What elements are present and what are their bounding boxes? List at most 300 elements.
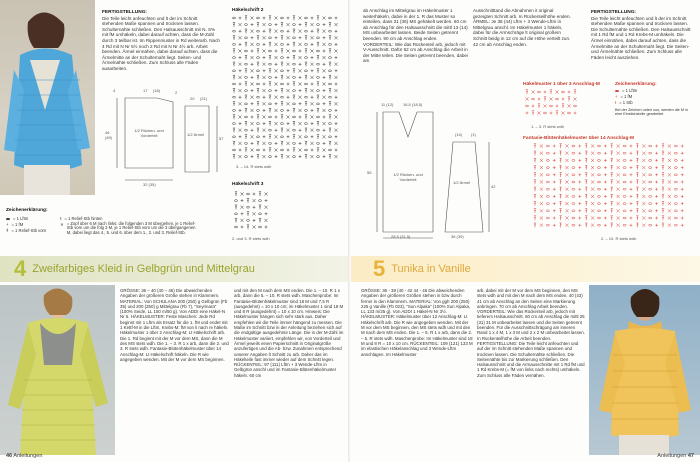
chart2-symbol [251, 116, 254, 119]
r-chart2-symbol [534, 173, 536, 177]
r-chart2-symbol [597, 167, 600, 169]
r-chart2-symbol [585, 158, 587, 162]
chart2-symbol [286, 76, 289, 79]
chart2-symbol [328, 149, 331, 151]
r-chart2-symbol [649, 167, 652, 169]
r-chart2-symbol [668, 152, 671, 155]
r-chart2-symbol [534, 223, 536, 227]
chart2-symbol [268, 77, 271, 79]
chart2-symbol [322, 122, 325, 125]
chart3-symbol [247, 198, 249, 202]
chart3-symbol [252, 225, 255, 228]
r-chart2-symbol [617, 159, 620, 162]
chart2-symbol [281, 141, 283, 145]
chart2-symbol [317, 69, 319, 73]
r-chart1-symbol [568, 97, 570, 101]
chart2-symbol [304, 83, 307, 85]
chart2-symbol [323, 129, 326, 132]
right-col-left-text: ab Anschlag im Mittelgrau im Häkelmuster 1 weiterhäkeln, dabei in der 1. R das Muster so einteilen, dass 31 (36) MS gehäkelt werden. 60 cm ab Anschlag für den Halsausschnitt die mittl 13 (14) MS unbearbeitet lassen. Beide Seiten getrennt beenden. 90 cm ab Anschlag enden. VORDERTEIL: Wie das Rückenteil arb, jedoch mit V-Ausschnitt. Dafür 62 cm ab Anschlag die Arbeit in der Mitte teilen. Die Seiten getrennt beenden, dabei am [363, 8, 468, 64]
chart2-symbol [257, 128, 259, 132]
r-chart2-symbols [531, 142, 691, 234]
r-chart2-symbol [668, 144, 671, 147]
chart2-symbol [323, 89, 326, 92]
chart2-symbol [274, 56, 277, 59]
chart2-symbol [245, 69, 247, 73]
chart2-symbol [334, 142, 337, 145]
chart2-symbol [299, 155, 302, 158]
r-chart2-symbol [674, 210, 677, 212]
r-chart2-symbol [642, 195, 645, 198]
chart2-symbol [232, 44, 235, 46]
chart2-symbol [245, 135, 247, 139]
single-crochet-icon: + [615, 93, 618, 99]
chart2-symbol [323, 116, 326, 119]
r-chart2-symbol [578, 181, 581, 184]
r-chart2-symbol [642, 144, 645, 147]
chart2-symbol [245, 121, 247, 125]
r-chart2-symbol [591, 224, 594, 227]
r-chart2-symbol [636, 144, 638, 148]
r-chart2-symbol [572, 181, 575, 183]
chart2-symbol [262, 155, 265, 158]
r-chart2-symbol [534, 158, 536, 162]
r-chart2-symbol [681, 159, 684, 162]
chart2-symbol [281, 128, 283, 132]
r-chart2-symbol [597, 174, 600, 176]
chart2-symbol [328, 70, 331, 72]
r-chart2-symbol [662, 173, 664, 177]
legend-item-2-label: = 1 fM [11, 221, 24, 227]
schematic-label-11: 2 [175, 90, 178, 95]
chart2-symbol [311, 17, 314, 20]
r-chart2-symbol [681, 217, 684, 220]
r-chart2-symbol [674, 224, 677, 226]
r-chart2-symbol [585, 173, 587, 177]
r-chart2-symbol [553, 166, 556, 169]
legend-item-4-label: = 1 Relief-Stb hinten [64, 215, 103, 221]
chart2-symbol [232, 136, 235, 138]
r-chart2-symbol [642, 188, 645, 191]
r-chart2-symbol [559, 216, 561, 220]
chart2-symbol [287, 109, 290, 112]
chart2-symbol [305, 102, 307, 106]
chart2-symbol [244, 103, 247, 105]
chart2-symbol [274, 135, 277, 138]
r-chart2-symbol [642, 166, 645, 169]
chart2-symbol [280, 123, 283, 125]
chart2-symbol [245, 29, 247, 33]
r-chart2-symbol [611, 151, 613, 155]
r-chart1-symbol [531, 90, 534, 93]
r-chart2-symbol [662, 165, 664, 169]
chart2-symbol [275, 63, 278, 66]
chart2-symbol [311, 56, 314, 59]
chart2-symbol [280, 30, 283, 32]
chart2-symbol [287, 56, 290, 59]
chart2-symbol [275, 155, 278, 158]
r-chart2-symbol [642, 159, 645, 162]
legend-item-5 [60, 222, 200, 236]
r-chart2-symbol [565, 180, 568, 183]
r-chart2-symbol [546, 167, 549, 169]
left-body-col1: GRÖSSE: 36 – 40 (40 – 46) Die abweichenden Angaben der größeren Größe stehen in Klammern. MATERIAL: Von SCHULANA 200 (250) g Gelbgrün (Fb 35) und 200 (250) g Mittelgrau (Fb 7), "Seyrinara" (100% Seide, LL 150 m/50 g). Von ADDI eine Häkel-N Nr 6. HÄKELMUSTER: Feste Maschen: Jede Rd beginnt mit 1 Lftm als Ersatz für die 1. fM und endet mit 1 Kettf-M in die Lftm. Krebs-M: fM von li nach re häkeln. Häkelmuster 1 über 2 Anschlag-M: Lt Häkelschrift arb. Die 1. Rd beginnt mit der M vor dem MS, dann die M des MS stets wdh. Die 1. – 3. R 1 x arb, dann die 2. und 3. R stets wdh. Fantasie-Blütenhäkelmuster über 14 Anschlag-M: Lt Häkelschrift häkeln. Die R wie angegeben wenden. Mit der M vor dem MS beginnen. [120, 288, 229, 362]
chart2-symbol [286, 129, 289, 132]
chart2-symbol [299, 142, 302, 145]
r-chart2-symbol [668, 159, 671, 162]
r-chart1-symbol [543, 104, 546, 107]
chart2-symbol [329, 128, 331, 132]
chart2-symbol [310, 23, 313, 26]
chart2-symbol [286, 49, 289, 52]
r-chart2-symbol [636, 216, 638, 220]
chart2-symbol [250, 148, 253, 151]
chart2-symbol [269, 69, 271, 73]
left-body-col2: und mit den M nach dem MS enden. Die 1. – 10. R 1 x arb, dann die 5. – 10. R stets wdh. Maschenprobe: Im Fantasie-Blütenhäkelmuster sind 18 M und 7,5 R (ausgedehnt) = 10 x 10 cm; im Häkelmuster 1 sind 18 M und 8 R (ausgedehnt) = 10 x 10 cm. Hinweis: Die Häkelmuster hängen sich sehr stark aus. Daher empfehlen wir die Teile immer hängend zu messen. Die Maße im Schnitt bzw in der Anleitung beziehen sich auf die endgültige ausgedehnte Länge. Die in der M-Zahl im Häkelmuster variiert, empfehlen wir, von Vorderteil und Ärmel jeweils einen Papierschnitt in Originalgröße anzufertigen und die Ab- bzw. Zunahmen entsprechend unserer Angaben lt Schnitt zu arb. Daher das im Häkelteile fast immer wieder auf dem Schnitt legen. RÜCKENTEIL: 97 (111) Lftm + 3 Wende-Lftm in Gelbgrün anschl und im Fantasie-Blütenhäkelmuster häkeln. 60 cm [234, 288, 344, 378]
chart2-symbol [328, 110, 331, 112]
r-chart2-symbol [681, 152, 684, 155]
r-chart2-symbol [578, 202, 581, 205]
chart2-symbol [281, 154, 283, 158]
chart2-symbol [293, 148, 295, 152]
r-chart2-symbol [611, 223, 613, 227]
r-chart2-symbol [540, 144, 543, 147]
chart2-symbol [233, 36, 235, 40]
chart2-symbol [328, 123, 331, 125]
r-chart2-symbol [681, 224, 684, 227]
folio-right-text: Anleitungen [657, 453, 687, 459]
chart2-symbol [334, 89, 337, 92]
chart2-symbol [239, 17, 242, 20]
r-chart1-title: Häkelmuster 1 über 3 Anschlag-M [523, 82, 600, 87]
r-chart2-symbol [681, 145, 684, 148]
relief-front-icon: ǂ [6, 227, 9, 233]
chart2-symbol [269, 95, 271, 99]
chart2-symbol [287, 43, 290, 46]
r-chart2-symbol [642, 209, 645, 212]
schematic-label-8: 32 (35) [143, 182, 156, 187]
chart2-symbol [262, 89, 265, 92]
chart2-symbol [305, 128, 307, 132]
chart2-symbol [329, 49, 331, 53]
chart2-symbol [298, 69, 301, 72]
r-chart2-symbol [655, 173, 658, 176]
r-chart1-symbol [561, 91, 564, 93]
r-chart1-symbol [556, 111, 558, 115]
r-chart2-symbol [534, 216, 536, 220]
chart2-symbol [329, 36, 331, 40]
legend-left-heading: Zeichenerklärung: [6, 208, 48, 213]
r-schematic-label-8: 36 (39) [451, 234, 464, 239]
chart2-symbol [232, 57, 235, 59]
r-chart2-symbol [597, 181, 600, 183]
r-chart2-symbol [591, 159, 594, 162]
chart2-symbol [238, 76, 241, 79]
chart2-symbol [298, 96, 301, 99]
chart3-title: Häkelschrift 3 [232, 182, 264, 187]
chart2-symbol [298, 109, 301, 112]
chart2-symbol [323, 63, 326, 66]
fertigstellung-text: Die Teile leicht anfeuchten und lt der im Schnitt stehenden Maße spannen und trocknen lassen. Schulternähte schließen. Den Halsausschnitt mit N. S% mit fM umhäkeln, dabei darauf achten, dass die M-Zahl durch 3 teilbar ist. Im Rippenmuster in Rd weiterarb. Nach 4 Rd mit N Nr 5½ noch 2 Rd mit N Nr 4½ arb. Arbeit beenden. Ärmel einnähen, dabei darauf achten, dass die Ärmelmitte an der Schulternaht liegt. Seiten- und Ärmelnähte schließen. Zum Schluss alle Fäden ausarbeiten. [102, 15, 220, 71]
r-chart2-symbol [572, 217, 575, 219]
chart2-symbol [251, 50, 254, 53]
chart2-symbol [299, 89, 302, 92]
chart2-symbol [323, 155, 326, 158]
r-chart2-symbol [617, 173, 620, 176]
r-chart2-symbol [553, 159, 556, 162]
chart2-symbol [323, 23, 326, 26]
r-chart2-symbol [540, 209, 543, 212]
chart3-symbol [235, 192, 237, 196]
r-chart2-symbol [578, 152, 581, 155]
r-chart2-symbol [617, 195, 620, 198]
r-chart2-symbol [681, 195, 684, 198]
schematic-label-6: 1/2 Ärmel [187, 132, 205, 137]
r-chart2-title: Fantasie-Blütenhäkelmuster über 14 Anschlag-M [523, 136, 634, 141]
schematic-drawing [105, 88, 230, 198]
r-chart1-symbol [525, 97, 528, 100]
chart2-symbol [232, 83, 235, 85]
chart2-symbol [292, 24, 295, 26]
r-chart2-symbol [655, 224, 658, 227]
r-chart1-symbol [573, 105, 576, 107]
r-chart2-symbol [617, 216, 620, 219]
r-chart1-symbol [562, 104, 564, 108]
r-chart2-symbol [572, 160, 575, 162]
crochet-chart-2 [230, 14, 345, 164]
r-chart2-symbol [553, 145, 556, 148]
chart2-symbol [262, 102, 265, 105]
r-fertigstellung-heading: FERTIGSTELLUNG: [591, 10, 637, 15]
section-5-number: 5 [373, 256, 386, 281]
chart2-symbol [263, 69, 266, 72]
r-chart2-symbol [668, 188, 671, 191]
chart2-symbol [275, 50, 278, 53]
chart2-symbol [262, 63, 265, 66]
chart2-symbol [233, 141, 235, 145]
r-chart2-symbol [630, 202, 633, 205]
chart2-symbol [310, 76, 313, 79]
chart2-symbol [250, 135, 253, 138]
r-chart2-symbol [649, 203, 652, 205]
r-chart2-symbol [546, 152, 549, 154]
chart2-symbol [268, 129, 271, 131]
r-chart2-symbol [565, 209, 568, 212]
r-chart2-symbol [655, 195, 658, 198]
chart2-symbol [305, 141, 307, 145]
r-schematic-label-10: 42 [491, 184, 496, 189]
chart2-symbol [317, 55, 319, 59]
chart2-symbol [233, 49, 235, 53]
chart2-symbol [238, 155, 241, 158]
chart3-symbol [252, 212, 255, 215]
r-chart2-symbol [597, 196, 600, 198]
folio-left-text: Anleitungen [13, 453, 43, 459]
chart2-symbol [245, 42, 247, 46]
r-chart2-symbol [681, 181, 684, 184]
r-chart2-symbol [534, 201, 536, 205]
legend-right [615, 80, 695, 117]
chart2-symbol [238, 36, 241, 39]
chart3-symbol [241, 212, 244, 215]
schematic-label-7: 46 (49) [105, 130, 113, 140]
schematic-label-1: 17 [143, 88, 148, 93]
chart2-symbol [250, 96, 253, 99]
chart2-symbol [232, 123, 235, 125]
chart2-symbol [239, 109, 242, 112]
r-chart2-symbol [553, 209, 556, 212]
chart2-symbol [232, 70, 235, 72]
r-chart1-symbol [537, 111, 540, 114]
chart2-symbol [245, 108, 247, 112]
r-chart2-symbol [649, 188, 652, 190]
r-chart2-symbol [534, 144, 536, 148]
chart2-symbol [323, 142, 326, 145]
chart2-symbol [233, 22, 235, 26]
r-chart2-symbol [604, 166, 607, 169]
chart2-symbol [232, 30, 235, 32]
chart2-symbol [334, 129, 337, 132]
r-chart2-symbol [585, 165, 587, 169]
chart2-symbol [269, 55, 271, 59]
r-chart2-symbol [597, 217, 600, 219]
r-chart2-symbol [611, 216, 613, 220]
r-chart2-symbol [611, 194, 613, 198]
chart2-symbol [256, 83, 259, 85]
r-chart2-symbol [674, 160, 677, 162]
chart2-symbol [292, 37, 295, 39]
chart2-symbol [311, 122, 314, 125]
chart2-symbol [257, 141, 259, 145]
chart2-symbol [239, 149, 242, 152]
r-chart2-symbol [611, 201, 613, 205]
chart2-symbol [286, 89, 289, 92]
r-chart1-symbol [555, 98, 558, 100]
chart3-symbol [259, 192, 261, 196]
chart2-symbol [305, 49, 307, 53]
chart2-symbol [238, 129, 241, 132]
r-chart2-symbol [559, 201, 561, 205]
r-chart2-symbol [534, 165, 536, 169]
r-chart2-symbol [630, 173, 633, 176]
r-chart2-symbol [572, 145, 575, 147]
r-chart2-symbol [597, 210, 600, 212]
fertigstellung-heading: FERTIGSTELLUNG: [102, 10, 148, 15]
right-schematic [363, 92, 513, 242]
chart2-symbol [287, 96, 290, 99]
legend-item-5-label: = Zopf über 6 M nach links: die folgenden 3 M übergehen, je 1 Relief-Stb vorn um die folg 3 M, je 1 Relief-Stb vorn um die 3 übergangenen M, dabei liegt das 4., 5. und 6. über dem 1., 2. und 3. Relief-Stb. [66, 220, 196, 236]
chart3-symbol [240, 206, 243, 209]
chart2-symbol [317, 16, 319, 20]
r-chart2-symbol [623, 160, 626, 162]
r-chart2-symbol [611, 180, 613, 184]
chart2-symbol [292, 116, 295, 118]
r-chart2-symbol [655, 145, 658, 148]
chart3-symbol [240, 192, 243, 195]
chart2-symbol [317, 42, 319, 46]
r-chart2-symbol [636, 180, 638, 184]
chart2-symbol [256, 70, 259, 72]
r-chart2-symbol [668, 209, 671, 212]
chart2-symbol [244, 129, 247, 131]
r-chart2-symbol [565, 216, 568, 219]
chart2-symbol [251, 89, 254, 92]
r-chart1-symbol [550, 90, 552, 94]
r-chart1-note: 1. – 3. R stets wdh [531, 124, 565, 129]
chart2-symbol [239, 30, 242, 33]
chart2-symbol [317, 82, 319, 86]
r-chart2-symbol [585, 144, 587, 148]
r-chart2-symbol [611, 173, 613, 177]
legend-left [6, 206, 236, 236]
r-crochet-chart-2 [531, 142, 691, 234]
chart2-symbol [316, 24, 319, 26]
chart2-symbol [334, 49, 337, 52]
chart2-symbol [275, 116, 278, 119]
r-chart2-symbol [540, 188, 543, 191]
r-chart1-symbol [574, 112, 577, 115]
chart2-symbol [299, 36, 302, 39]
r-chart1-symbol [573, 97, 576, 100]
chart2-symbol [305, 115, 307, 119]
r-chart2-symbol [617, 144, 620, 147]
r-chart2-symbol [559, 158, 561, 162]
r-chart2-symbol [649, 160, 652, 162]
chart2-symbol [244, 24, 247, 26]
r-chart2-symbol [553, 152, 556, 155]
r-chart2-symbol [553, 181, 556, 184]
r-chart2-symbol [559, 144, 561, 148]
r-chart2-symbol [674, 174, 677, 176]
chart2-symbol [316, 37, 319, 39]
r-chart2-symbol [681, 202, 684, 205]
r-chart2-symbol [611, 144, 613, 148]
chart2-symbol [329, 22, 331, 26]
chart2-symbol [275, 23, 278, 26]
r-chart2-symbol [674, 196, 677, 198]
r-chart2-symbol [681, 173, 684, 176]
r-chart2-symbol [591, 166, 594, 169]
r-chart2-symbol [623, 174, 626, 176]
r-chart2-symbol [565, 144, 568, 147]
schematic-label-3: 20 [190, 96, 195, 101]
r-chart2-symbol [617, 188, 620, 191]
chart3-symbol [259, 218, 261, 222]
r-legend-item-3-label: = 1 Stb [619, 99, 633, 105]
r-chart2-symbol [674, 167, 677, 169]
chart3-symbol [246, 193, 249, 195]
chart2-symbol [298, 16, 301, 19]
r-chart2-symbol [649, 224, 652, 226]
r-chart2-symbol [540, 159, 543, 162]
chart2-symbol [292, 77, 295, 79]
chart2-symbol [311, 135, 314, 138]
chart2-symbol [274, 16, 277, 19]
r-chart2-symbol [597, 188, 600, 190]
chart2-symbol [329, 62, 331, 66]
r-chart2-symbol [578, 173, 581, 176]
r-legend-note: Bei der Zeichen unten cus, werden die M in eine Einstichstelle gearbeitet [615, 107, 689, 117]
chart2-symbol [262, 23, 265, 26]
chart2-symbol [275, 102, 278, 105]
r-chart1-symbol [526, 90, 528, 94]
chart2-symbol [311, 83, 314, 86]
chart3-symbol [264, 206, 267, 209]
chart2-symbol [292, 143, 295, 145]
r-chart2-symbol [649, 217, 652, 219]
chart2-symbol [233, 75, 235, 79]
chart2-symbol [238, 142, 241, 145]
chart2-symbol [268, 50, 271, 52]
